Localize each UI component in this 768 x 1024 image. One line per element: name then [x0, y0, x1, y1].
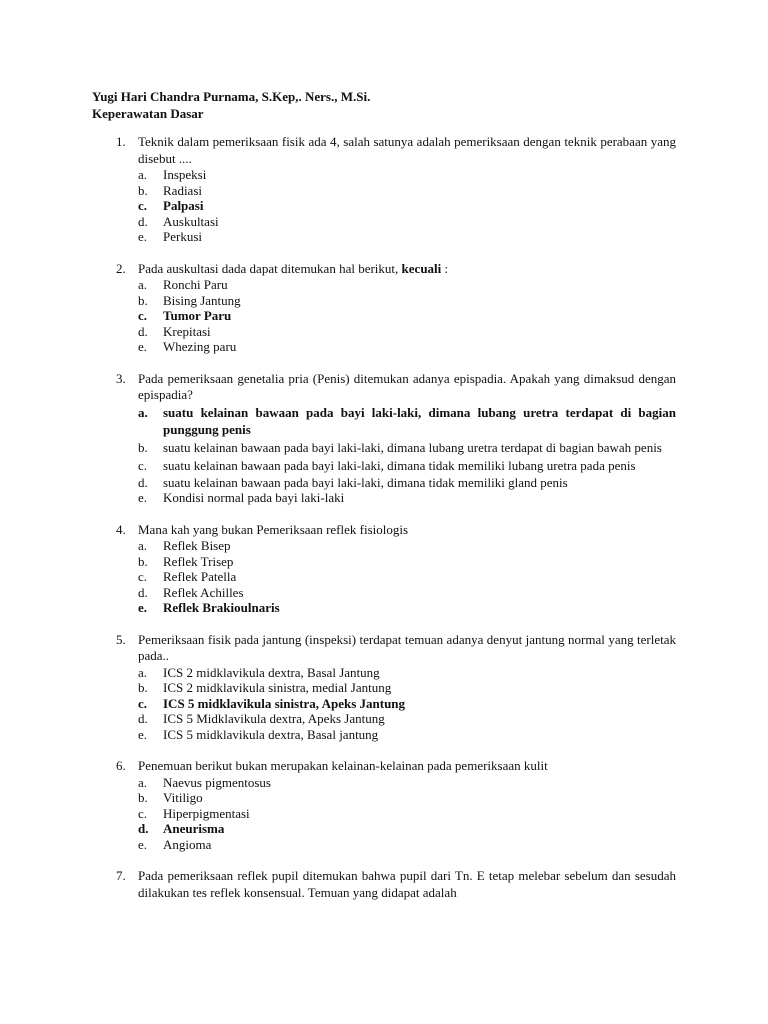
option-item [138, 538, 676, 554]
question-number: 7. [116, 868, 126, 883]
option-list [138, 665, 676, 743]
option-letter: b. [138, 553, 148, 569]
question-text [138, 261, 676, 278]
question-item [92, 632, 676, 743]
option-item-correct [138, 600, 676, 616]
question-list [92, 134, 676, 901]
option-text: Reflek Brakioulnaris [163, 600, 280, 615]
question-item [92, 261, 676, 355]
option-item [138, 711, 676, 727]
question-item [92, 134, 676, 245]
option-letter: a. [138, 664, 148, 680]
option-text: Perkusi [163, 229, 202, 244]
question-number: 1. [116, 134, 126, 149]
option-item [138, 837, 676, 853]
option-letter: a. [138, 538, 148, 553]
option-text: suatu kelainan bawaan pada bayi laki-laki, dimana tidak memiliki lubang uretra pada penis [163, 457, 636, 473]
option-item [138, 806, 676, 822]
question-item [92, 371, 676, 506]
question-text: Pada pemeriksaan reflek pupil ditemukan bahwa pupil dari Tn. E tetap melebar sebelum dan sesudah dilakukan tes reflek konsensual. Temuan yang didapat adalah [138, 868, 676, 900]
question-number: 3. [116, 370, 126, 386]
option-letter: a. [138, 167, 148, 182]
option-item [138, 439, 676, 456]
option-text: Bising Jantung [163, 292, 241, 308]
option-list [138, 277, 676, 355]
option-text: Tumor Paru [163, 308, 232, 323]
option-text: suatu kelainan bawaan pada bayi laki-laki, dimana lubang uretra terdapat di bagian bawah penis [163, 439, 662, 455]
option-item [138, 569, 676, 585]
option-item-correct [138, 308, 676, 324]
option-letter: c. [138, 198, 148, 213]
option-item-correct [138, 198, 676, 214]
option-letter: e. [138, 836, 148, 852]
option-item [138, 775, 676, 791]
option-letter: e. [138, 229, 148, 244]
option-list [138, 538, 676, 616]
question-number: 4. [116, 521, 126, 537]
question-number: 6. [116, 758, 126, 773]
option-item-correct [138, 696, 676, 712]
option-text: ICS 5 midklavikula sinistra, Apeks Jantung [163, 695, 406, 711]
question-text: Mana kah yang bukan Pemeriksaan reflek fisiologis [138, 521, 409, 537]
option-letter: b. [138, 790, 148, 805]
option-letter: e. [138, 726, 148, 742]
option-text: Krepitasi [163, 323, 211, 339]
option-letter: a. [138, 774, 148, 790]
option-text: Aneurisma [163, 821, 225, 836]
option-text: Hiperpigmentasi [163, 805, 250, 821]
option-letter: b. [138, 439, 148, 455]
option-text: ICS 2 midklavikula dextra, Basal Jantung [163, 664, 380, 680]
option-text: Radiasi [163, 182, 202, 198]
question-text: Pemeriksaan fisik pada jantung (inspeksi) terdapat temuan adanya denyut jantung normal yang terletak pada.. [138, 631, 676, 663]
option-text: ICS 2 midklavikula sinistra, medial Jantung [163, 680, 392, 695]
option-item [138, 214, 676, 230]
option-item [138, 554, 676, 570]
option-list [138, 775, 676, 853]
author-name: Yugi Hari Chandra Purnama, S.Kep,. Ners., M.Si. [92, 89, 371, 104]
question-item [92, 522, 676, 616]
option-text: Reflek Trisep [163, 553, 234, 569]
option-letter: e. [138, 490, 148, 505]
option-item [138, 339, 676, 355]
option-text: Inspeksi [163, 167, 207, 182]
question-text: Teknik dalam pemeriksaan fisik ada 4, salah satunya adalah pemeriksaan dengan teknik perabaan yang disebut .... [138, 134, 676, 166]
question-number: 5. [116, 631, 126, 647]
question-number: 2. [116, 260, 126, 276]
option-item [138, 293, 676, 309]
question-text: Penemuan berikut bukan merupakan kelainan-kelainan pada pemeriksaan kulit [138, 758, 548, 773]
option-letter: d. [138, 711, 148, 726]
document-page [92, 88, 676, 917]
option-letter: a. [138, 277, 148, 292]
option-item [138, 457, 676, 474]
option-item [138, 475, 676, 491]
option-letter: c. [138, 805, 148, 821]
option-text: Reflek Patella [163, 569, 237, 584]
question-item [92, 758, 676, 852]
option-letter: c. [138, 308, 148, 323]
option-text: ICS 5 midklavikula dextra, Basal jantung [163, 726, 379, 742]
option-letter: c. [138, 457, 148, 473]
option-list [138, 404, 676, 506]
option-text: Kondisi normal pada bayi laki-laki [163, 490, 345, 505]
option-item [138, 490, 676, 506]
question-emphasis: kecuali [401, 260, 442, 276]
option-letter: a. [138, 404, 148, 420]
option-letter: e. [138, 600, 148, 615]
option-item [138, 277, 676, 293]
option-text: Palpasi [163, 198, 204, 213]
question-text: Pada pemeriksaan genetalia pria (Penis) ditemukan adanya epispadia. Apakah yang dimaksud dengan epispadia? [138, 370, 676, 402]
option-text: suatu kelainan bawaan pada bayi laki-laki, dimana lubang uretra terdapat di bagian punggung penis [163, 404, 676, 437]
option-letter: b. [138, 182, 148, 198]
option-item [138, 790, 676, 806]
option-text: Auskultasi [163, 213, 219, 229]
option-text: Angioma [163, 836, 212, 852]
option-letter: d. [138, 213, 148, 229]
option-item [138, 183, 676, 199]
option-letter: d. [138, 821, 149, 836]
option-item [138, 727, 676, 743]
option-letter: d. [138, 323, 148, 339]
question-text-after: : [441, 260, 449, 276]
question-item [92, 868, 676, 901]
option-item-correct [138, 404, 676, 438]
option-item [138, 680, 676, 696]
option-text: Whezing paru [163, 339, 237, 354]
option-list [138, 167, 676, 245]
option-letter: e. [138, 339, 148, 354]
option-letter: d. [138, 584, 148, 600]
option-text: Vitiligo [163, 790, 203, 805]
option-item-correct [138, 821, 676, 837]
option-letter: b. [138, 292, 148, 308]
option-item [138, 585, 676, 601]
option-letter: d. [138, 474, 148, 490]
option-item [138, 167, 676, 183]
option-letter: c. [138, 695, 148, 711]
option-text: Naevus pigmentosus [163, 774, 271, 790]
option-letter: b. [138, 680, 148, 695]
option-item [138, 665, 676, 681]
option-item [138, 324, 676, 340]
option-text: ICS 5 Midklavikula dextra, Apeks Jantung [163, 711, 385, 726]
option-text: suatu kelainan bawaan pada bayi laki-laki, dimana tidak memiliki gland penis [163, 474, 568, 490]
option-letter: c. [138, 569, 148, 584]
option-item [138, 229, 676, 245]
option-text: Reflek Achilles [163, 584, 244, 600]
subject-title: Keperawatan Dasar [92, 106, 204, 121]
option-text: Reflek Bisep [163, 538, 231, 553]
question-text-main: Pada auskultasi dada dapat ditemukan hal berikut, [138, 260, 402, 276]
option-text: Ronchi Paru [163, 277, 228, 292]
